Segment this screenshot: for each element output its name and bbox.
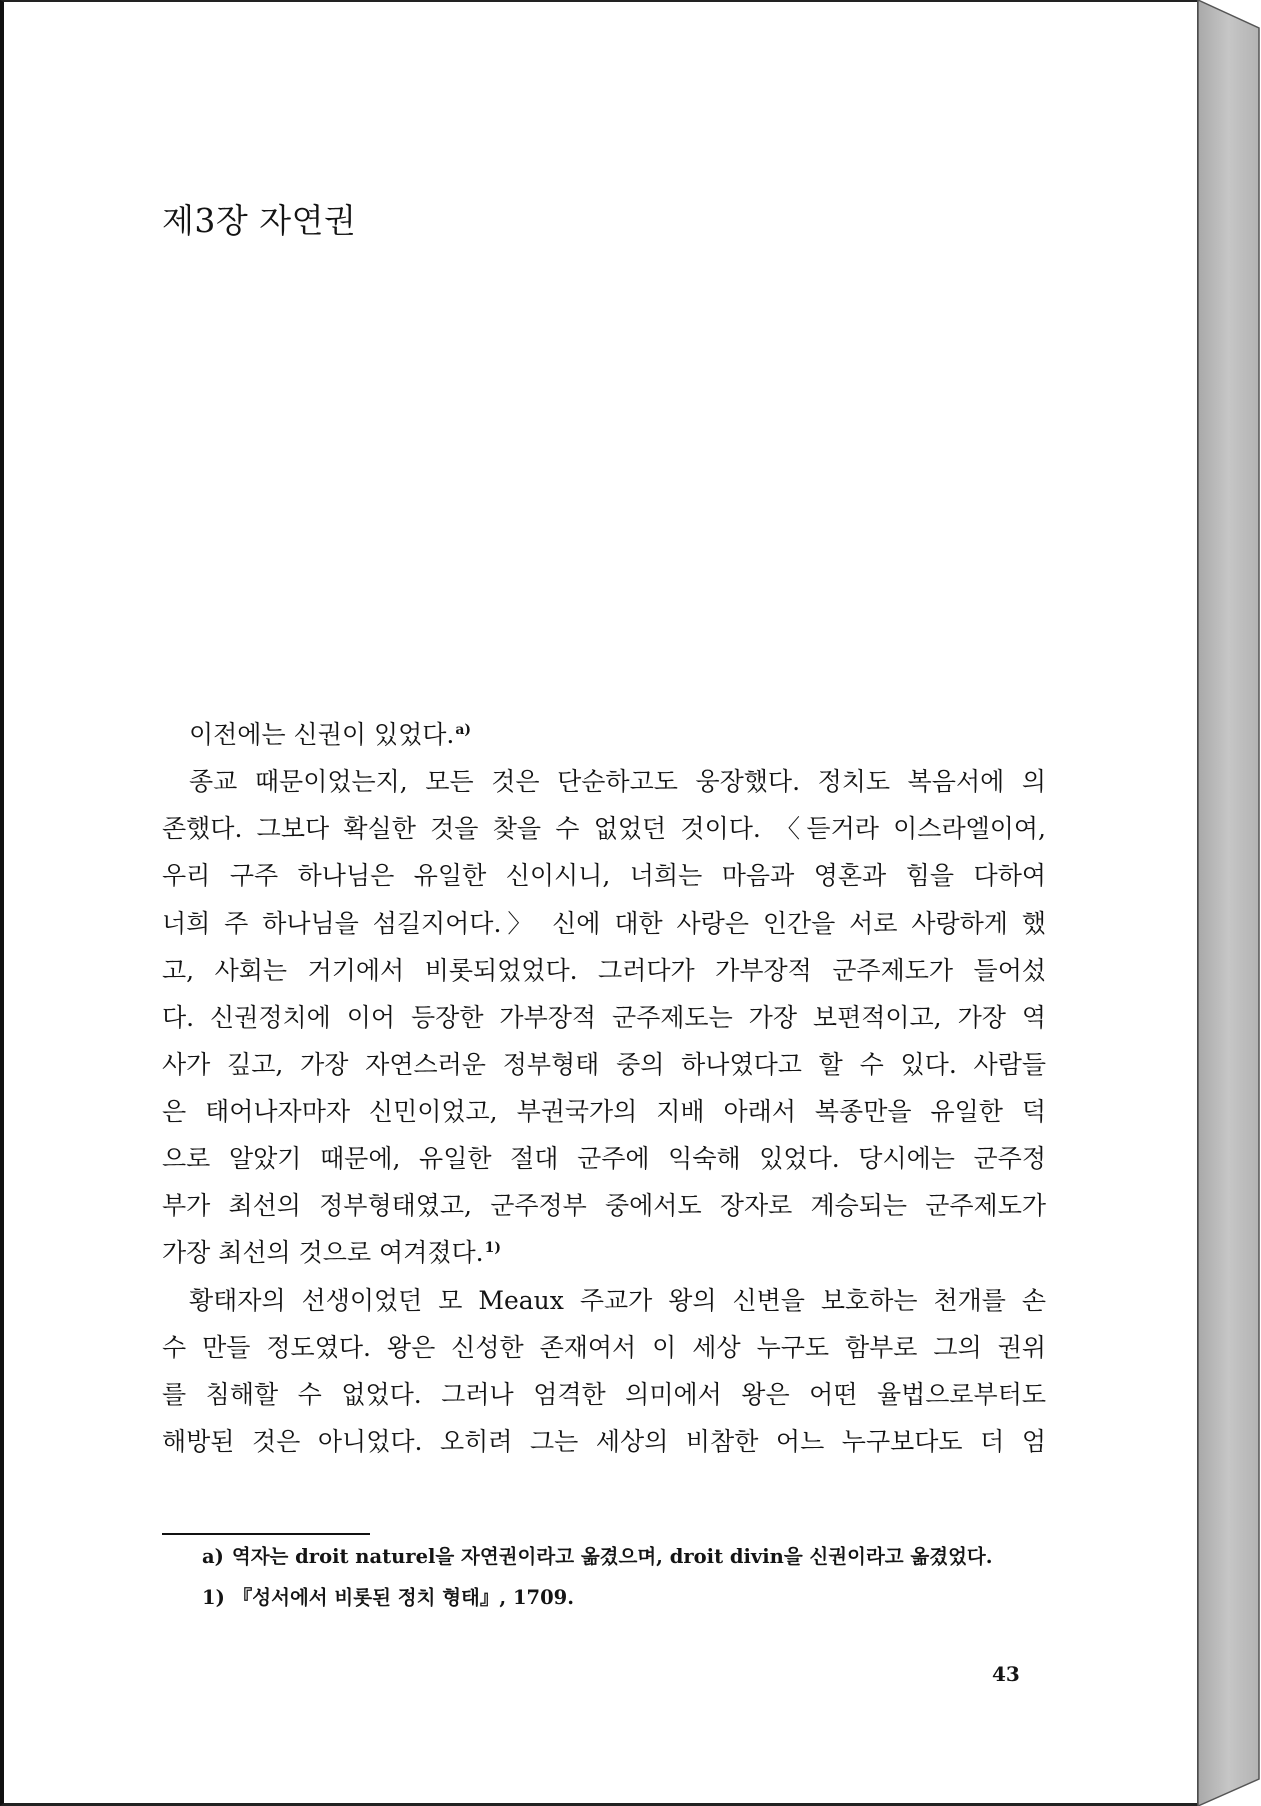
paragraph-line: 다. 신권정치에 이어 등장한 가부장적 군주제도는 가장 보편적이고, 가장 역 bbox=[162, 1002, 1046, 1032]
paragraph-line: 해방된 것은 아니었다. 오히려 그는 세상의 비참한 어느 누구보다도 더 엄 bbox=[162, 1426, 1046, 1456]
book-edge bbox=[1190, 0, 1261, 1806]
footnote-reference: a) bbox=[455, 722, 472, 738]
footnote-divider bbox=[162, 1533, 370, 1535]
footnote-text: 『성서에서 비롯된 정치 형태』, 1709. bbox=[232, 1586, 575, 1609]
paragraph-line: 종교 때문이었는지, 모든 것은 단순하고도 웅장했다. 정치도 복음서에 의 bbox=[189, 767, 1046, 797]
footnote bbox=[202, 1536, 1182, 1577]
paragraph-line: 존했다. 그보다 확실한 것을 찾을 수 없었던 것이다. 〈듣거라 이스라엘이여, bbox=[162, 814, 1046, 844]
footnote-text: 역자는 droit naturel을 자연권이라고 옮겼으며, droit divin을 신권이라고 옮겼었다. bbox=[231, 1545, 993, 1568]
paragraph-line bbox=[162, 711, 1046, 758]
page-number: 43 bbox=[992, 1662, 1020, 1686]
body-text bbox=[162, 711, 1046, 1465]
paragraph-line: 너희 주 하나님을 섬길지어다.〉 신에 대한 사랑은 인간을 서로 사랑하게 했 bbox=[162, 908, 1046, 938]
book-edge-face bbox=[1198, 0, 1259, 1806]
footnote bbox=[202, 1577, 1182, 1618]
line-text: 이전에는 신권이 있었다. bbox=[189, 720, 455, 749]
paragraph-line: 우리 구주 하나님은 유일한 신이시니, 너희는 마음과 영혼과 힘을 다하여 bbox=[162, 861, 1046, 891]
paragraph-line: 황태자의 선생이었던 모 Meaux 주교가 왕의 신변을 보호하는 천개를 손 bbox=[189, 1285, 1046, 1315]
paragraph-line: 부가 최선의 정부형태였고, 군주정부 중에서도 장자로 계승되는 군주제도가 bbox=[162, 1191, 1046, 1221]
line-text: 가장 최선의 것으로 여겨졌다. bbox=[162, 1238, 484, 1268]
footnotes bbox=[202, 1536, 1182, 1618]
paragraph-line: 고, 사회는 거기에서 비롯되었었다. 그러다가 가부장적 군주제도가 들어섰 bbox=[162, 955, 1046, 985]
footnote-reference: 1) bbox=[484, 1240, 501, 1257]
chapter-title: 제3장 자연권 bbox=[162, 201, 357, 240]
paragraph-line: 은 태어나자마자 신민이었고, 부권국가의 지배 아래서 복종만을 유일한 덕 bbox=[162, 1097, 1046, 1126]
paragraph-line: 사가 깊고, 가장 자연스러운 정부형태 중의 하나였다고 할 수 있다. 사람들 bbox=[162, 1049, 1046, 1079]
footnote-marker: 1) bbox=[202, 1586, 225, 1609]
paragraph-line bbox=[162, 1229, 1046, 1276]
footnote-marker: a) bbox=[202, 1545, 224, 1568]
paragraph-line: 으로 알았기 때문에, 유일한 절대 군주에 익숙해 있었다. 당시에는 군주정 bbox=[162, 1144, 1046, 1174]
paragraph-line: 수 만들 정도였다. 왕은 신성한 존재여서 이 세상 누구도 함부로 그의 권위 bbox=[162, 1332, 1046, 1362]
paragraph-line: 를 침해할 수 없었다. 그러나 엄격한 의미에서 왕은 어떤 율법으로부터도 bbox=[162, 1379, 1046, 1409]
